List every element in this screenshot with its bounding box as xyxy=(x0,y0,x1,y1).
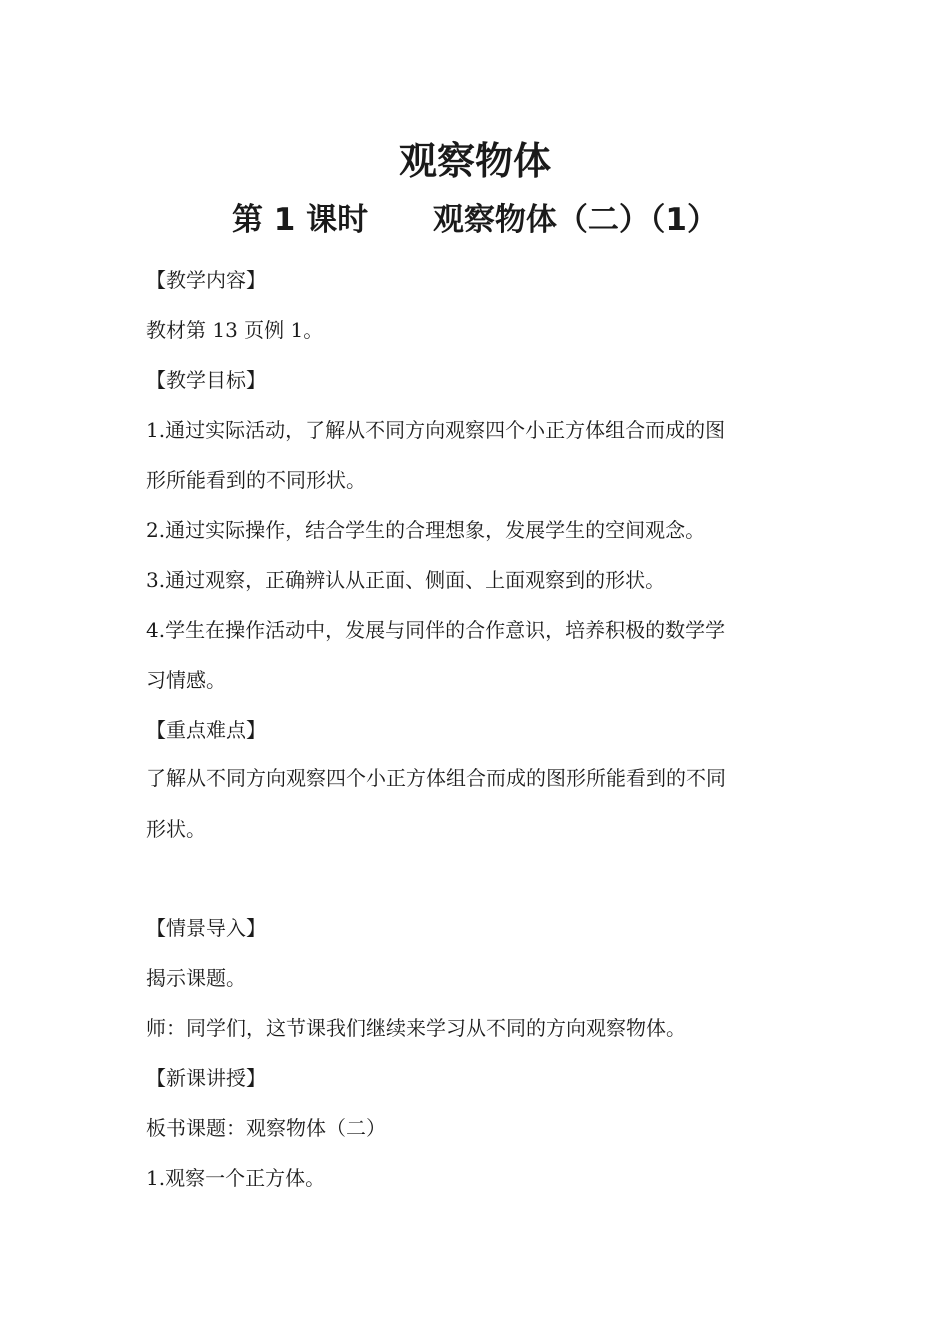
paragraph-line: 1.观察一个正方体。 xyxy=(146,1166,326,1190)
paragraph-line: 4.学生在操作活动中，发展与同伴的合作意识，培养积极的数学学 xyxy=(146,618,726,642)
section-heading-teaching-goals: 【教学目标】 xyxy=(146,368,266,392)
document-title: 观察物体 xyxy=(398,139,551,183)
paragraph-line: 师：同学们，这节课我们继续来学习从不同的方向观察物体。 xyxy=(146,1016,686,1040)
paragraph-line: 揭示课题。 xyxy=(146,966,246,990)
section-heading-key-points: 【重点难点】 xyxy=(146,718,266,742)
paragraph-line: 习情感。 xyxy=(146,668,226,692)
paragraph-line: 2.通过实际操作，结合学生的合理想象，发展学生的空间观念。 xyxy=(146,518,706,542)
paragraph-line: 形所能看到的不同形状。 xyxy=(146,468,366,492)
paragraph-line: 教材第 13 页例 1。 xyxy=(146,318,324,342)
paragraph-line: 板书课题：观察物体（二） xyxy=(146,1116,386,1140)
paragraph-line: 3.通过观察，正确辨认从正面、侧面、上面观察到的形状。 xyxy=(146,568,666,592)
section-heading-teaching-content: 【教学内容】 xyxy=(146,268,266,292)
lesson-subtitle: 第 1 课时 观察物体（二）（1） xyxy=(232,202,718,238)
paragraph-line: 1.通过实际活动，了解从不同方向观察四个小正方体组合而成的图 xyxy=(146,418,726,442)
section-heading-scenario-intro: 【情景导入】 xyxy=(146,916,266,940)
paragraph-line: 形状。 xyxy=(146,817,206,841)
section-heading-new-lesson: 【新课讲授】 xyxy=(146,1066,266,1090)
paragraph-line: 了解从不同方向观察四个小正方体组合而成的图形所能看到的不同 xyxy=(146,766,726,790)
